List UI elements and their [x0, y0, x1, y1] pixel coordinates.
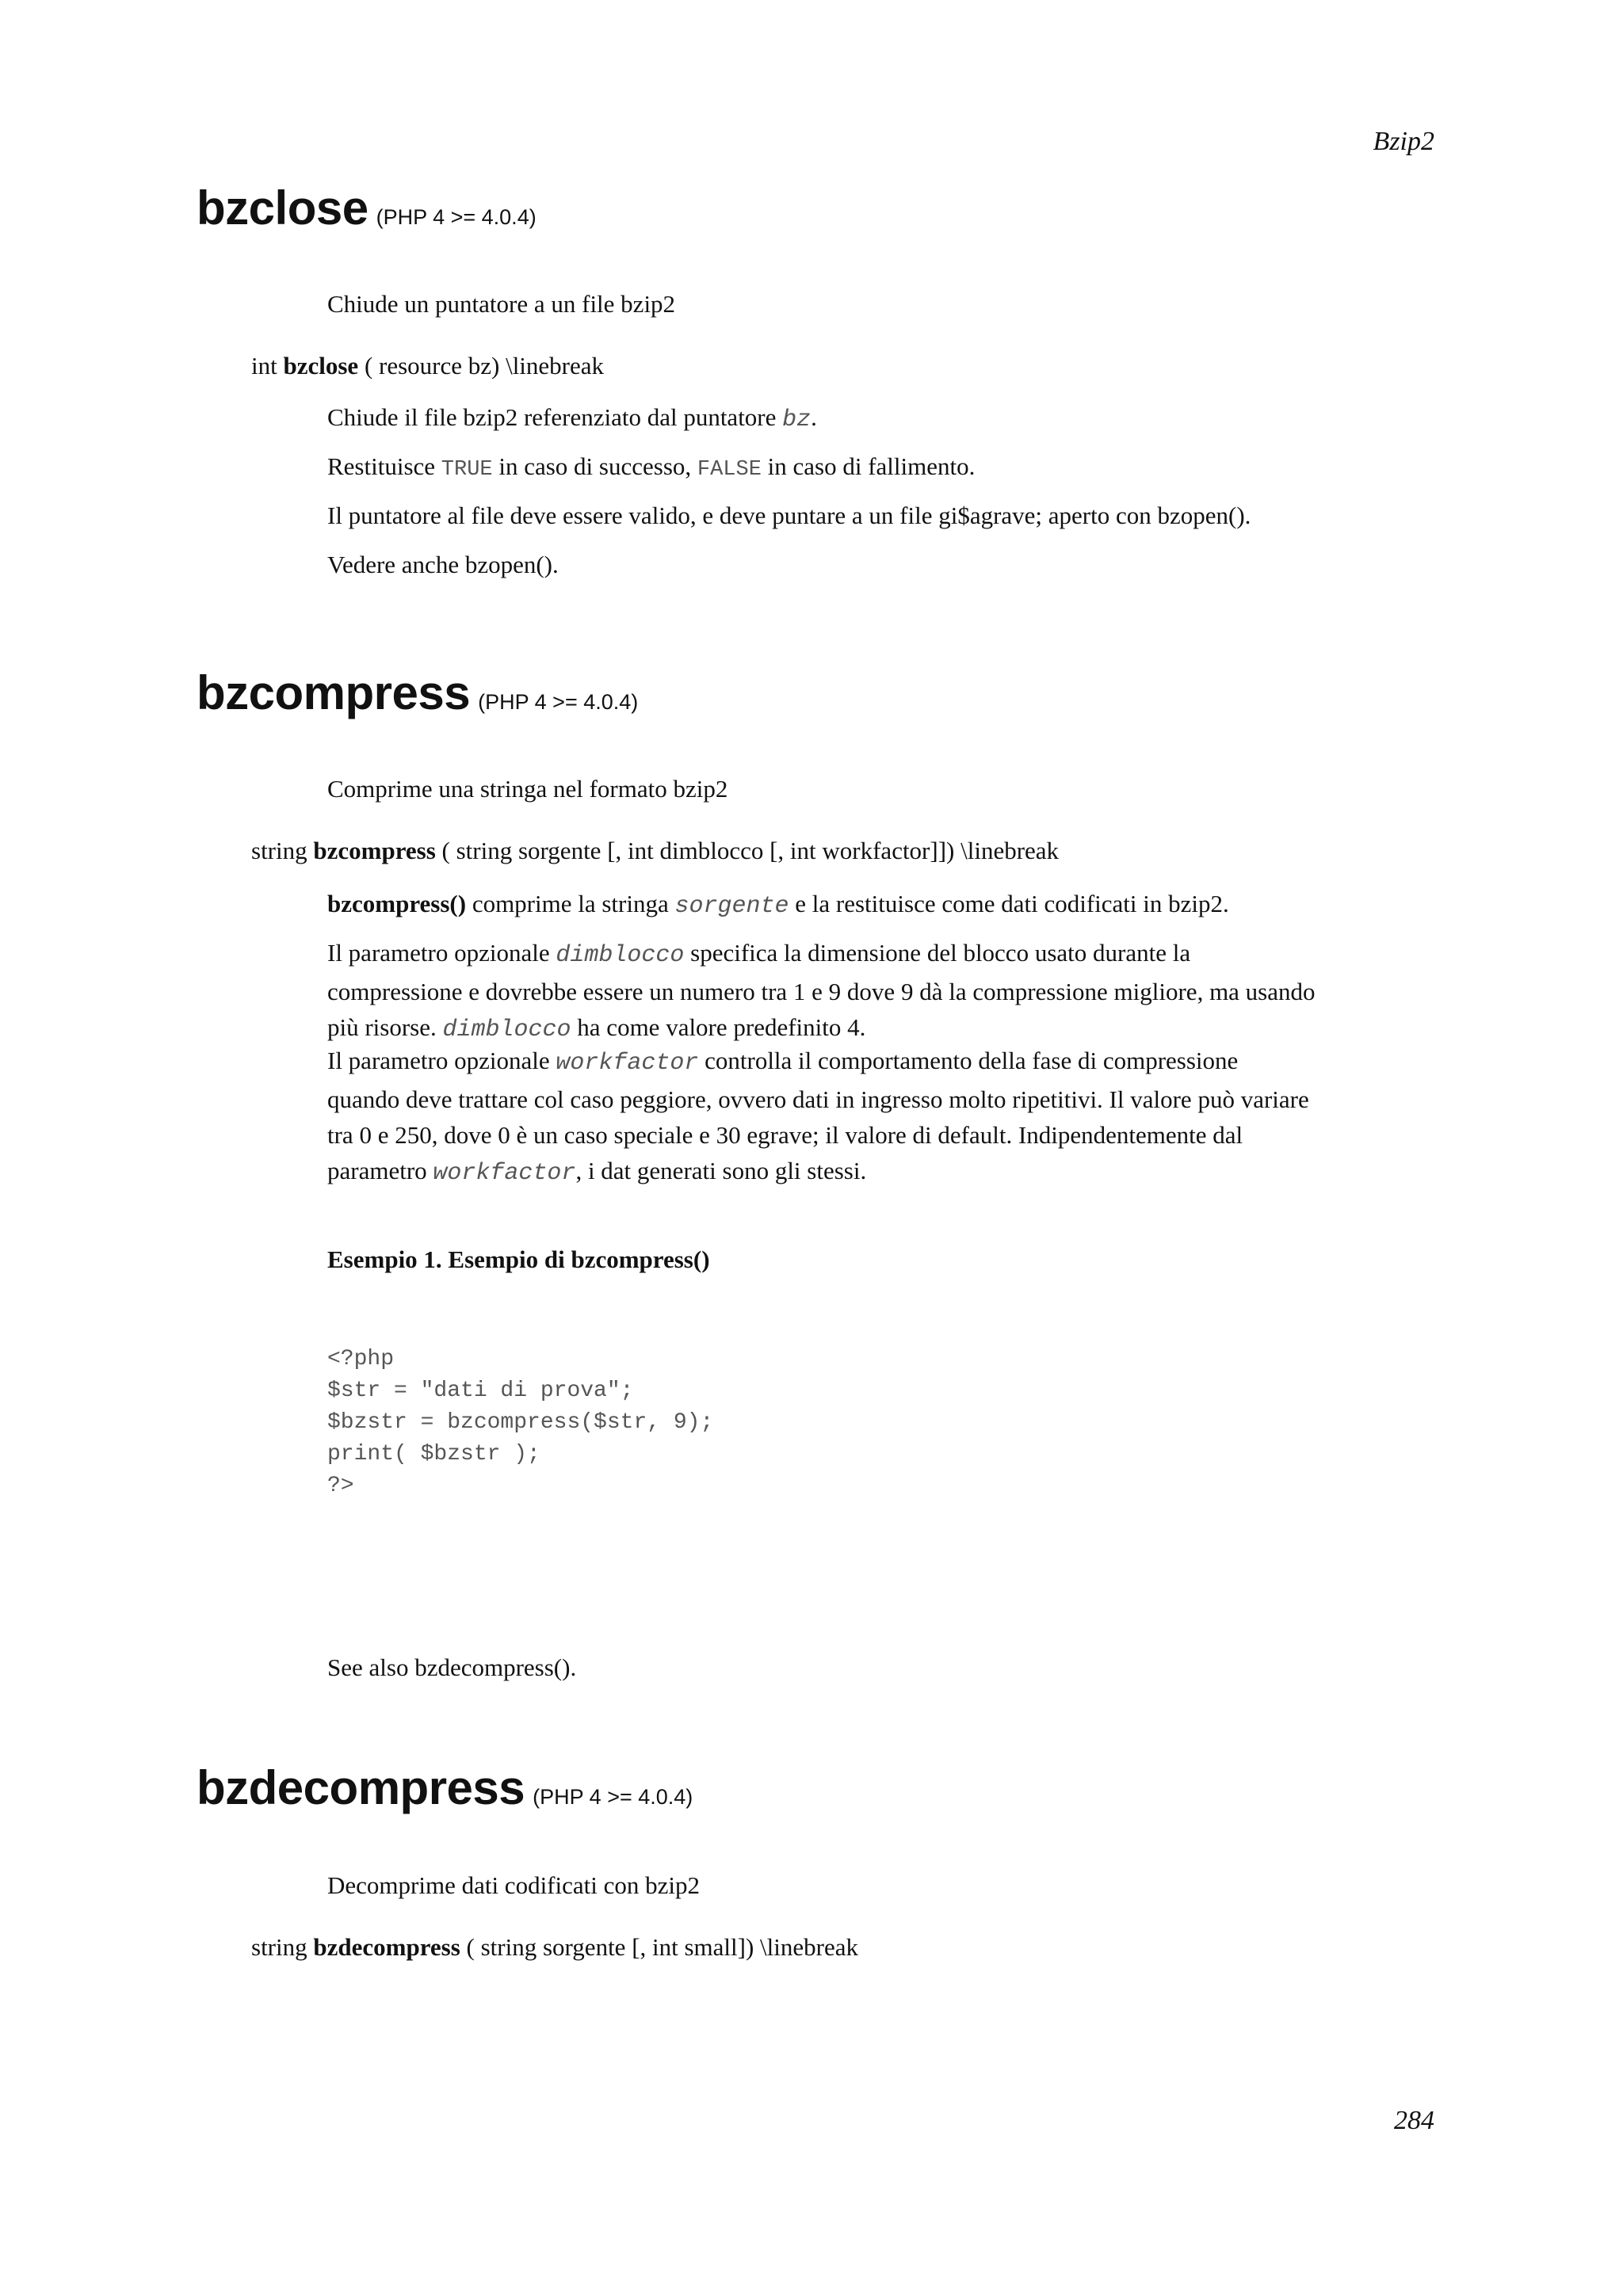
code-line: $str = "dati di prova";: [327, 1379, 634, 1403]
para-line: quando deve trattare col caso peggiore, ovvero dati in ingresso molto ripetitivi. Il valore può variare: [327, 1085, 1309, 1113]
bzclose-heading: [197, 181, 537, 235]
code-line: <?php: [327, 1347, 395, 1371]
running-header: Bzip2: [1373, 127, 1434, 156]
desc-end: e la restituisce come dati codificati in bzip2.: [795, 890, 1229, 917]
bzclose-note: Il puntatore al file deve essere valido, e deve puntare a un file gi$agrave; aperto con bzopen().: [327, 502, 1251, 529]
synopsis-function: bzdecompress: [313, 1933, 460, 1961]
code-line: ?>: [327, 1474, 354, 1498]
code-line: print( $bzstr );: [327, 1442, 540, 1466]
synopsis-args: ( string sorgente [, int dimblocco [, int workfactor]]) \linebreak: [441, 837, 1060, 864]
const-false: FALSE: [697, 458, 762, 482]
param-bz: bz: [782, 406, 812, 433]
bzcompress-purpose: Comprime una stringa nel formato bzip2: [327, 775, 728, 803]
para-text: ha come valore predefinito 4.: [577, 1013, 866, 1041]
code-line: $bzstr = bzcompress($str, 9);: [327, 1410, 714, 1435]
example-title: Esempio 1. Esempio di bzcompress(): [327, 1245, 710, 1273]
para-text: controlla il comportamento della fase di compressione: [705, 1047, 1239, 1074]
param-workfactor: workfactor: [556, 1050, 699, 1077]
param-dimblocco: dimblocco: [442, 1016, 571, 1043]
bzdecompress-purpose: Decomprime dati codificati con bzip2: [327, 1871, 700, 1899]
const-true: TRUE: [441, 458, 493, 482]
bzcompress-see-also: See also bzdecompress().: [327, 1653, 577, 1681]
return-type: int: [251, 352, 277, 379]
bzclose-returns: [327, 448, 1437, 488]
bzclose-synopsis: [251, 352, 604, 380]
returns-text: Restituisce: [327, 452, 436, 480]
para-line: compressione e dovrebbe essere un numero tra 1 e 9 dove 9 dà la compressione migliore, ma usando: [327, 978, 1316, 1005]
dimblocco-paragraph: [327, 935, 1437, 1048]
workfactor-paragraph: [327, 1043, 1437, 1192]
bzclose-see-also: Vedere anche bzopen().: [327, 551, 559, 578]
page-number: 284: [1394, 2106, 1434, 2135]
desc-text: Chiude il file bzip2 referenziato dal puntatore: [327, 403, 777, 431]
bzclose-description: [327, 399, 1437, 438]
bzclose-purpose: Chiude un puntatore a un file bzip2: [327, 290, 676, 318]
bzdecompress-synopsis: [251, 1933, 858, 1962]
bzdecompress-heading: [197, 1760, 693, 1815]
returns-middle: in caso di successo,: [498, 452, 692, 480]
para-line: [327, 1153, 1437, 1192]
function-name: bzdecompress: [197, 1761, 525, 1814]
para-line: [327, 1043, 1437, 1081]
synopsis-args: ( resource bz) \linebreak: [364, 352, 605, 379]
para-text: più risorse.: [327, 1013, 437, 1041]
synopsis-args: ( string sorgente [, int small]) \linebreak: [466, 1933, 858, 1961]
return-type: string: [251, 837, 307, 864]
code-block: [327, 1344, 713, 1502]
para-text: specifica la dimensione del blocco usato durante la: [690, 939, 1191, 967]
version-note: (PHP 4 >= 4.0.4): [376, 205, 537, 229]
desc-end: .: [811, 403, 817, 431]
bzcompress-synopsis: [251, 837, 1059, 865]
synopsis-function: bzcompress: [313, 837, 436, 864]
function-name: bzcompress: [197, 666, 471, 719]
para-text: parametro: [327, 1157, 427, 1184]
param-workfactor: workfactor: [433, 1160, 576, 1187]
para-text: Il parametro opzionale: [327, 939, 550, 967]
para-line: [327, 935, 1437, 974]
para-line: tra 0 e 250, dove 0 è un caso speciale e 30 egrave; il valore di default. Indipendentemente dal: [327, 1121, 1243, 1149]
function-name: bzclose: [197, 181, 369, 235]
version-note: (PHP 4 >= 4.0.4): [478, 690, 639, 714]
bzcompress-description: [327, 886, 1437, 925]
desc-text: comprime la stringa: [472, 890, 669, 917]
bzcompress-heading: [197, 666, 638, 720]
synopsis-function: bzclose: [283, 352, 359, 379]
param-dimblocco: dimblocco: [556, 942, 685, 969]
returns-end: in caso di fallimento.: [767, 452, 976, 480]
param-sorgente: sorgente: [674, 893, 789, 920]
desc-function: bzcompress(): [327, 890, 467, 917]
para-text: , i dat generati sono gli stessi.: [575, 1157, 867, 1184]
return-type: string: [251, 1933, 307, 1961]
para-text: Il parametro opzionale: [327, 1047, 550, 1074]
version-note: (PHP 4 >= 4.0.4): [533, 1785, 693, 1809]
